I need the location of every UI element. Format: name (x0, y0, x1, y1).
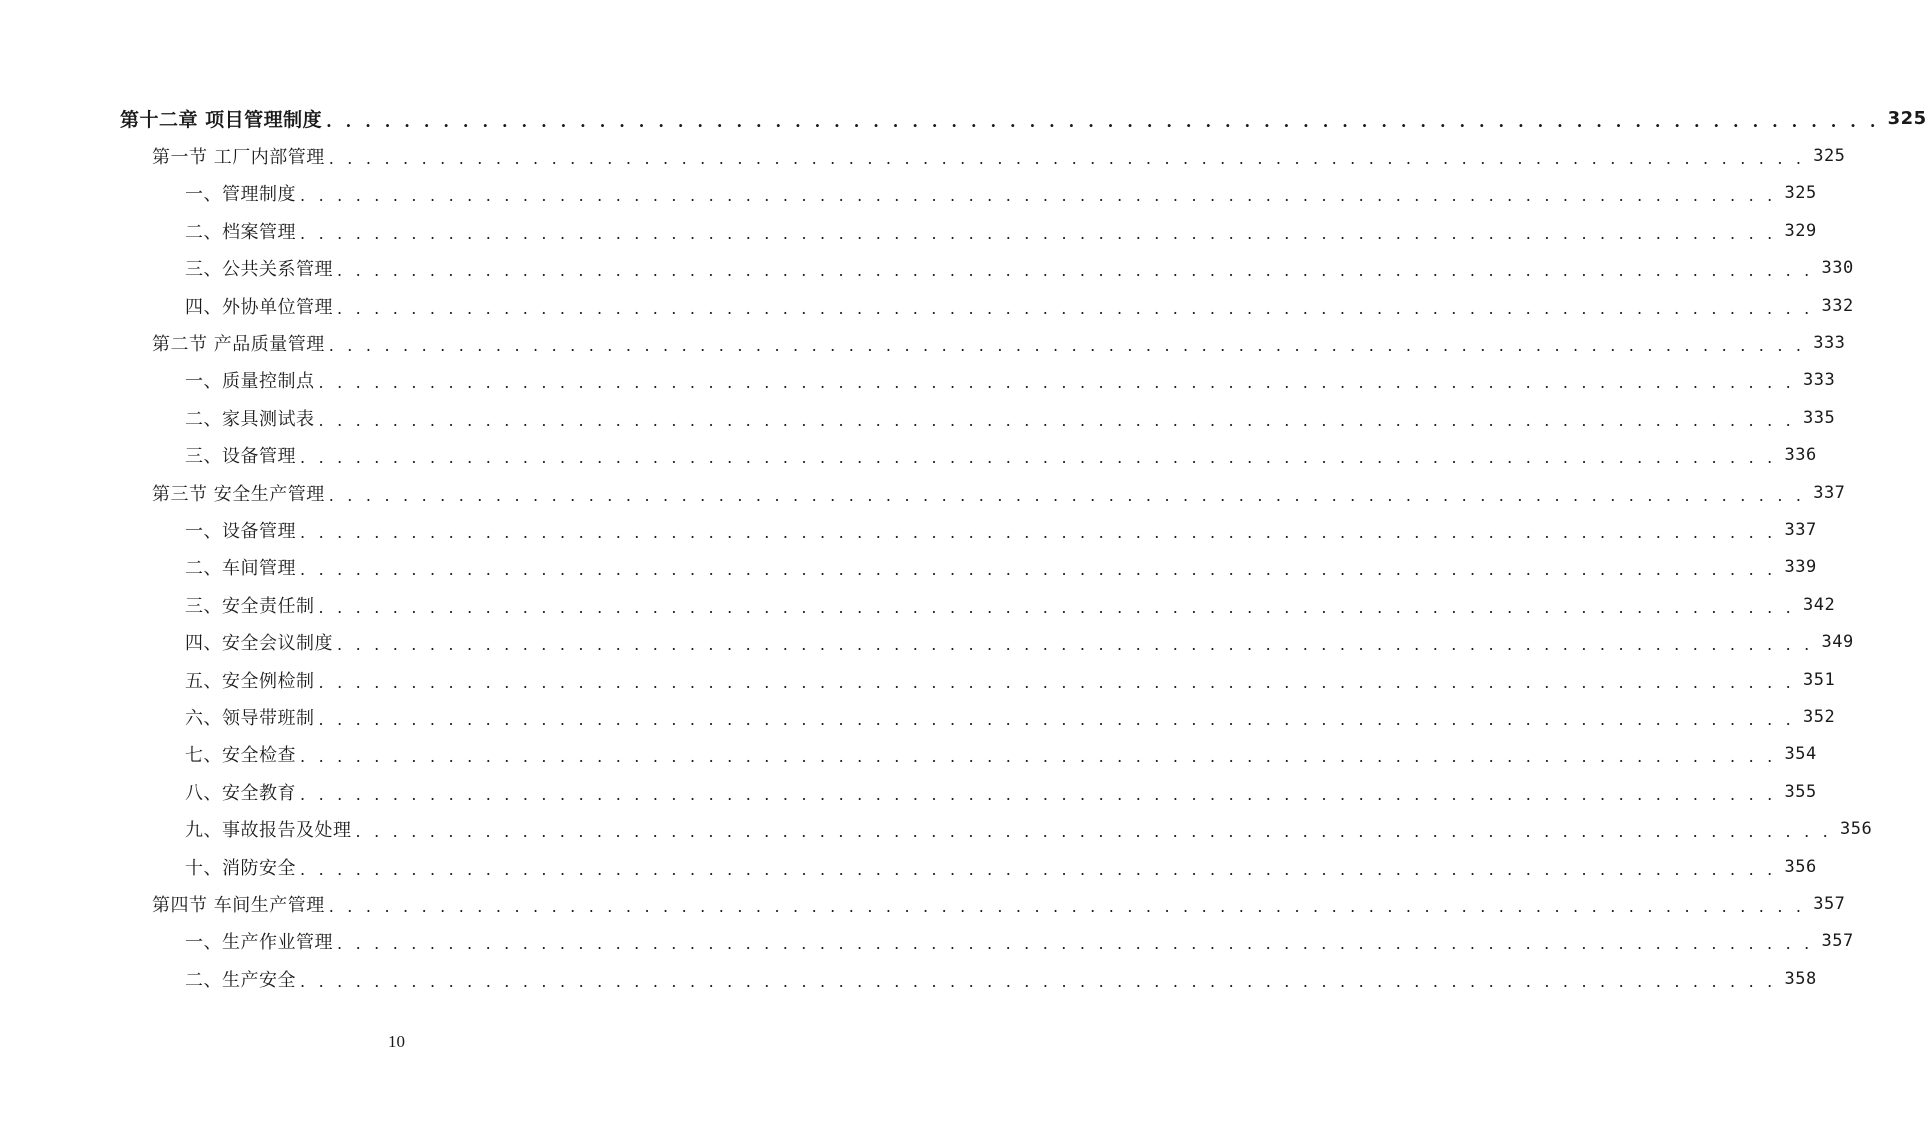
toc-entry-page-number: 339 (1784, 557, 1817, 578)
toc-entry-title: 第二节 产品质量管理 (152, 334, 325, 356)
toc-chapter-entry[interactable] (0, 100, 1927, 137)
toc-dot-leader: . . . . . . . . . . . . . . . . . . . . . . . . . . . . . . . . . . . . . . . . . . . . . . . . . . . . . . . . . . . . . . . . . . . . . . . . . . . . . . . . (300, 186, 1777, 206)
toc-entry-title: 第十二章 项目管理制度 (120, 109, 323, 132)
toc-entry-page-number: 332 (1821, 295, 1854, 316)
toc-subsection-entry[interactable] (0, 661, 1836, 698)
toc-entry-title: 三、设备管理 (185, 446, 296, 468)
toc-dot-leader: . . . . . . . . . . . . . . . . . . . . . . . . . . . . . . . . . . . . . . . . . . . . . . . . . . . . . . . . . . . . . . . . . . . . . . . . . . . . . . . . (300, 784, 1777, 804)
toc-dot-leader: . . . . . . . . . . . . . . . . . . . . . . . . . . . . . . . . . . . . . . . . . . . . . . . . . . . . . . . . . . . . . . . . . . . . . . . . . . . . . . . . (318, 709, 1795, 729)
toc-section-entry[interactable] (0, 474, 1846, 511)
toc-subsection-entry[interactable] (0, 511, 1817, 548)
toc-subsection-entry[interactable] (0, 810, 1873, 847)
toc-dot-leader: . . . . . . . . . . . . . . . . . . . . . . . . . . . . . . . . . . . . . . . . . . . . . . . . . . . . . . . . . . . . . . . . . . . . . . . . . . . . . . . . (318, 672, 1795, 692)
toc-subsection-entry[interactable] (0, 923, 1854, 960)
toc-entry-page-number: 330 (1821, 258, 1854, 279)
toc-dot-leader: . . . . . . . . . . . . . . . . . . . . . . . . . . . . . . . . . . . . . . . . . . . . . . . . . . . . . . . . . . . . . . . . . . . . . . . . . . . . . . . . (337, 635, 1814, 655)
toc-dot-leader: . . . . . . . . . . . . . . . . . . . . . . . . . . . . . . . . . . . . . . . . . . . . . . . . . . . . . . . . . . . . . . . . . . . . . . . . . . . . . . . . (337, 298, 1814, 318)
toc-dot-leader: . . . . . . . . . . . . . . . . . . . . . . . . . . . . . . . . . . . . . . . . . . . . . . . . . . . . . . . . . . . . . . . . . . . . . . . . . . . . . . . . (355, 822, 1832, 842)
toc-subsection-entry[interactable] (0, 698, 1836, 735)
toc-entry-page-number: 325 (1784, 183, 1817, 204)
toc-dot-leader: . . . . . . . . . . . . . . . . . . . . . . . . . . . . . . . . . . . . . . . . . . . . . . . . . . . . . . . . . . . . . . . . . . . . . . . . . . . . . . . . (328, 149, 1806, 169)
toc-entry-page-number: 356 (1839, 819, 1873, 840)
toc-entry-title: 第四节 车间生产管理 (152, 894, 325, 916)
toc-subsection-entry[interactable] (0, 549, 1817, 586)
toc-subsection-entry[interactable] (0, 960, 1817, 997)
toc-dot-leader: . . . . . . . . . . . . . . . . . . . . . . . . . . . . . . . . . . . . . . . . . . . . . . . . . . . . . . . . . . . . . . . . . . . . . . . . . . . . . . . . (300, 747, 1777, 767)
toc-entry-title: 七、安全检查 (185, 745, 296, 767)
toc-entry-title: 一、设备管理 (185, 520, 296, 542)
toc-subsection-entry[interactable] (0, 362, 1836, 399)
toc-subsection-entry[interactable] (0, 736, 1817, 773)
toc-entry-title: 六、领导带班制 (185, 707, 315, 729)
toc-subsection-entry[interactable] (0, 437, 1817, 474)
toc-entry-title: 二、生产安全 (185, 969, 296, 991)
toc-entry-title: 二、家具测试表 (185, 408, 315, 430)
toc-entry-title: 第三节 安全生产管理 (152, 483, 325, 505)
toc-entry-page-number: 342 (1802, 594, 1836, 615)
toc-dot-leader: . . . . . . . . . . . . . . . . . . . . . . . . . . . . . . . . . . . . . . . . . . . . . . . . . . . . . . . . . . . . . . . . . . . . . . . . . . . . . . . . (300, 448, 1777, 468)
toc-dot-leader: . . . . . . . . . . . . . . . . . . . . . . . . . . . . . . . . . . . . . . . . . . . . . . . . . . . . . . . . . . . . . . . . . . . . . . . . . . . . . . . . (300, 859, 1777, 879)
toc-section-entry[interactable] (0, 324, 1846, 361)
toc-subsection-entry[interactable] (0, 250, 1854, 287)
toc-entry-page-number: 357 (1821, 931, 1854, 952)
toc-subsection-entry[interactable] (0, 287, 1854, 324)
toc-dot-leader: . . . . . . . . . . . . . . . . . . . . . . . . . . . . . . . . . . . . . . . . . . . . . . . . . . . . . . . . . . . . . . . . . . . . . . . . . . . . . . . . (326, 111, 1880, 131)
page-number: 10 (388, 1032, 405, 1051)
toc-dot-leader: . . . . . . . . . . . . . . . . . . . . . . . . . . . . . . . . . . . . . . . . . . . . . . . . . . . . . . . . . . . . . . . . . . . . . . . . . . . . . . . . (337, 261, 1814, 281)
toc-entry-page-number: 357 (1813, 893, 1846, 914)
toc-section-entry[interactable] (0, 885, 1846, 922)
toc-entry-title: 第一节 工厂内部管理 (152, 147, 325, 169)
toc-dot-leader: . . . . . . . . . . . . . . . . . . . . . . . . . . . . . . . . . . . . . . . . . . . . . . . . . . . . . . . . . . . . . . . . . . . . . . . . . . . . . . . . (328, 485, 1806, 505)
toc-dot-leader: . . . . . . . . . . . . . . . . . . . . . . . . . . . . . . . . . . . . . . . . . . . . . . . . . . . . . . . . . . . . . . . . . . . . . . . . . . . . . . . . (300, 223, 1777, 243)
toc-subsection-entry[interactable] (0, 399, 1836, 436)
toc-entry-page-number: 336 (1784, 445, 1817, 466)
toc-entry-page-number: 335 (1802, 407, 1836, 428)
toc-dot-leader: . . . . . . . . . . . . . . . . . . . . . . . . . . . . . . . . . . . . . . . . . . . . . . . . . . . . . . . . . . . . . . . . . . . . . . . . . . . . . . . . (328, 896, 1806, 916)
toc-dot-leader: . . . . . . . . . . . . . . . . . . . . . . . . . . . . . . . . . . . . . . . . . . . . . . . . . . . . . . . . . . . . . . . . . . . . . . . . . . . . . . . . (328, 336, 1806, 356)
toc-entry-title: 一、管理制度 (185, 184, 296, 206)
toc-dot-leader: . . . . . . . . . . . . . . . . . . . . . . . . . . . . . . . . . . . . . . . . . . . . . . . . . . . . . . . . . . . . . . . . . . . . . . . . . . . . . . . . (300, 971, 1777, 991)
toc-entry-page-number: 356 (1784, 856, 1817, 877)
toc-dot-leader: . . . . . . . . . . . . . . . . . . . . . . . . . . . . . . . . . . . . . . . . . . . . . . . . . . . . . . . . . . . . . . . . . . . . . . . . . . . . . . . . (318, 373, 1795, 393)
toc-entry-page-number: 351 (1802, 669, 1836, 690)
toc-entry-title: 五、安全例检制 (185, 670, 315, 692)
toc-entry-title: 四、安全会议制度 (185, 633, 333, 655)
toc-entry-page-number: 337 (1784, 519, 1817, 540)
toc-dot-leader: . . . . . . . . . . . . . . . . . . . . . . . . . . . . . . . . . . . . . . . . . . . . . . . . . . . . . . . . . . . . . . . . . . . . . . . . . . . . . . . . (337, 934, 1814, 954)
table-of-contents (0, 100, 1927, 997)
toc-entry-title: 三、公共关系管理 (185, 259, 333, 281)
toc-entry-title: 一、生产作业管理 (185, 932, 333, 954)
toc-entry-title: 十、消防安全 (185, 857, 296, 879)
toc-subsection-entry[interactable] (0, 623, 1854, 660)
toc-entry-page-number: 358 (1784, 968, 1817, 989)
toc-entry-page-number: 354 (1784, 744, 1817, 765)
toc-entry-page-number: 333 (1813, 333, 1846, 354)
toc-entry-title: 二、车间管理 (185, 558, 296, 580)
toc-entry-page-number: 325 (1813, 146, 1846, 167)
toc-entry-title: 四、外协单位管理 (185, 296, 333, 318)
toc-entry-page-number: 337 (1813, 482, 1846, 503)
toc-entry-page-number: 355 (1784, 781, 1817, 802)
toc-subsection-entry[interactable] (0, 586, 1836, 623)
toc-entry-page-number: 349 (1821, 632, 1854, 653)
toc-subsection-entry[interactable] (0, 212, 1817, 249)
toc-entry-page-number: 333 (1802, 370, 1836, 391)
toc-entry-page-number: 329 (1784, 220, 1817, 241)
toc-subsection-entry[interactable] (0, 175, 1817, 212)
toc-entry-title: 八、安全教育 (185, 782, 296, 804)
toc-dot-leader: . . . . . . . . . . . . . . . . . . . . . . . . . . . . . . . . . . . . . . . . . . . . . . . . . . . . . . . . . . . . . . . . . . . . . . . . . . . . . . . . (318, 410, 1795, 430)
toc-section-entry[interactable] (0, 137, 1846, 174)
toc-entry-title: 二、档案管理 (185, 221, 296, 243)
toc-entry-title: 三、安全责任制 (185, 595, 315, 617)
toc-dot-leader: . . . . . . . . . . . . . . . . . . . . . . . . . . . . . . . . . . . . . . . . . . . . . . . . . . . . . . . . . . . . . . . . . . . . . . . . . . . . . . . . (318, 597, 1795, 617)
toc-dot-leader: . . . . . . . . . . . . . . . . . . . . . . . . . . . . . . . . . . . . . . . . . . . . . . . . . . . . . . . . . . . . . . . . . . . . . . . . . . . . . . . . (300, 522, 1777, 542)
toc-entry-page-number: 352 (1802, 706, 1836, 727)
toc-entry-title: 一、质量控制点 (185, 371, 315, 393)
toc-subsection-entry[interactable] (0, 848, 1817, 885)
toc-subsection-entry[interactable] (0, 773, 1817, 810)
toc-dot-leader: . . . . . . . . . . . . . . . . . . . . . . . . . . . . . . . . . . . . . . . . . . . . . . . . . . . . . . . . . . . . . . . . . . . . . . . . . . . . . . . . (300, 560, 1777, 580)
toc-entry-page-number: 325 (1887, 108, 1927, 130)
toc-entry-title: 九、事故报告及处理 (185, 820, 352, 842)
